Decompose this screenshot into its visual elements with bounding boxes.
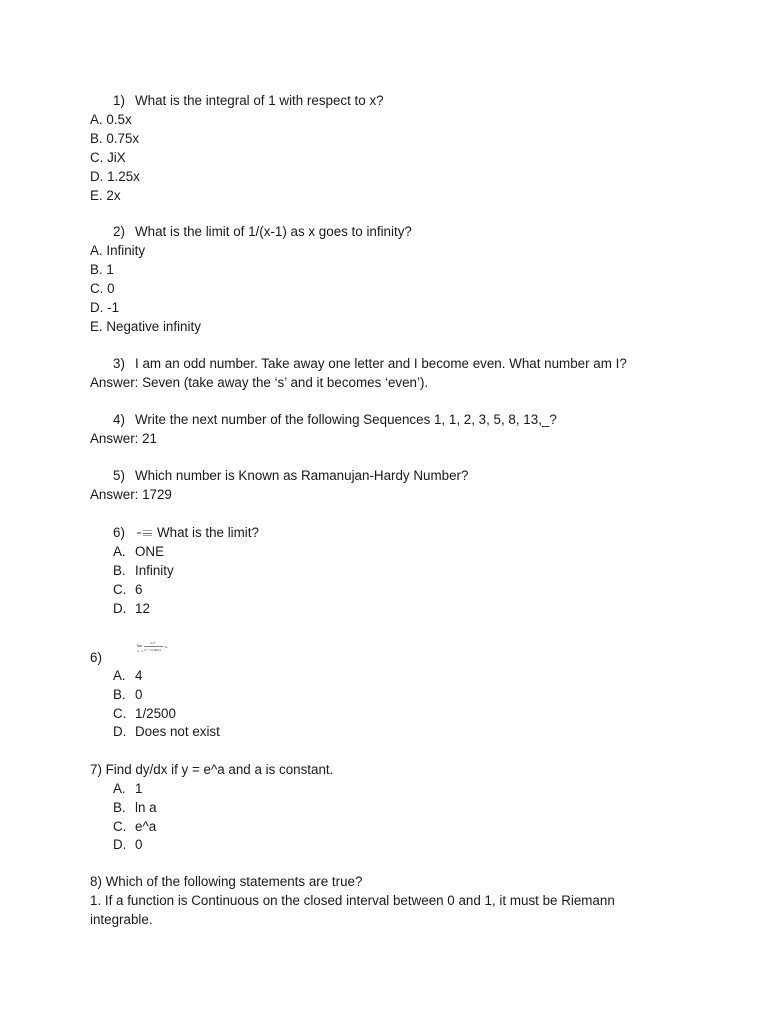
fraction-bar [144,646,163,647]
option: C. JiX [90,150,126,165]
question-text: What is the integral of 1 with respect to x? [135,93,384,108]
option-text: ONE [135,544,165,559]
option-letter: D. [113,601,127,616]
option: D. 1.25x [90,169,140,184]
option-text: 1/2500 [135,706,176,721]
option [113,542,164,561]
question-7: 7) Find dy/dx if y = e^a and a is constant. [90,762,334,777]
question-8: 8) Which of the following statements are true? [90,874,363,889]
answer: Answer: Seven (take away the ‘s’ and it becomes ‘even’). [90,375,429,390]
option-letter: A. [113,781,126,796]
question-1 [113,91,384,110]
question-5 [113,466,468,485]
question-text: What is the limit? [157,525,259,540]
option: A. 0.5x [90,112,132,127]
option-text: 4 [135,668,143,683]
question-text: Which number is Known as Ramanujan-Hardy Number? [135,468,469,483]
option [113,817,156,836]
question-4 [113,410,557,429]
option-letter: A. [113,668,126,683]
option [113,666,142,685]
question-number: 6) [113,525,125,540]
option-text: Does not exist [135,724,220,739]
option [113,722,220,741]
question-number: 4) [113,412,125,427]
answer: Answer: 21 [90,431,157,446]
option-letter: B. [113,563,126,578]
question-number: 1) [113,93,125,108]
option-text: 0 [135,837,143,852]
option: B. 0.75x [90,131,140,146]
option: C. 0 [90,281,115,296]
option [113,835,142,854]
formula-lim: lim [137,643,143,648]
question-2 [113,222,412,241]
option-text: 1 [135,781,143,796]
option [113,704,176,723]
question-text: What is the limit of 1/(x-1) as x goes to infinity? [135,224,412,239]
option-letter: D. [113,724,127,739]
formula-lim-subscript: n→∞ [137,649,144,653]
option [113,779,142,798]
option-letter: C. [113,819,127,834]
question-number: 3) [113,356,125,371]
option-letter: D. [113,837,127,852]
formula-numerator: 4 n² [150,641,156,645]
formula-image-icon [137,529,153,538]
question-text: I am an odd number. Take away one letter and I become even. What number am I? [135,356,627,371]
question-number: 6) [90,650,102,665]
option-text: 6 [135,582,143,597]
option: E. Negative infinity [90,319,201,334]
option [113,798,157,817]
formula-denominator: n² + 10,000 n [144,648,162,652]
question-6-alt [90,648,102,667]
option [113,580,142,599]
option [113,599,150,618]
question-6 [113,523,259,542]
option-text: e^a [135,819,157,834]
statement-1: 1. If a function is Continuous on the closed interval between 0 and 1, it must be Riemann integrable. [90,893,615,927]
option-letter: C. [113,582,127,597]
option: D. -1 [90,300,120,315]
option-letter: C. [113,706,127,721]
option: B. 1 [90,262,114,277]
option-text: 0 [135,687,143,702]
question-number: 5) [113,468,125,483]
formula-tail: is [165,645,168,649]
limit-formula [137,637,171,657]
question-3 [113,354,627,373]
option [113,561,174,580]
question-number: 2) [113,224,125,239]
option: A. Infinity [90,243,146,258]
option-text: Infinity [135,563,174,578]
question-text: Write the next number of the following Sequences 1, 1, 2, 3, 5, 8, 13,_? [135,412,557,427]
option [113,685,142,704]
option: E. 2x [90,188,121,203]
option-text: 12 [135,601,150,616]
option-letter: A. [113,544,126,559]
option-text: ln a [135,800,157,815]
option-letter: B. [113,687,126,702]
option-letter: B. [113,800,126,815]
answer: Answer: 1729 [90,487,172,502]
